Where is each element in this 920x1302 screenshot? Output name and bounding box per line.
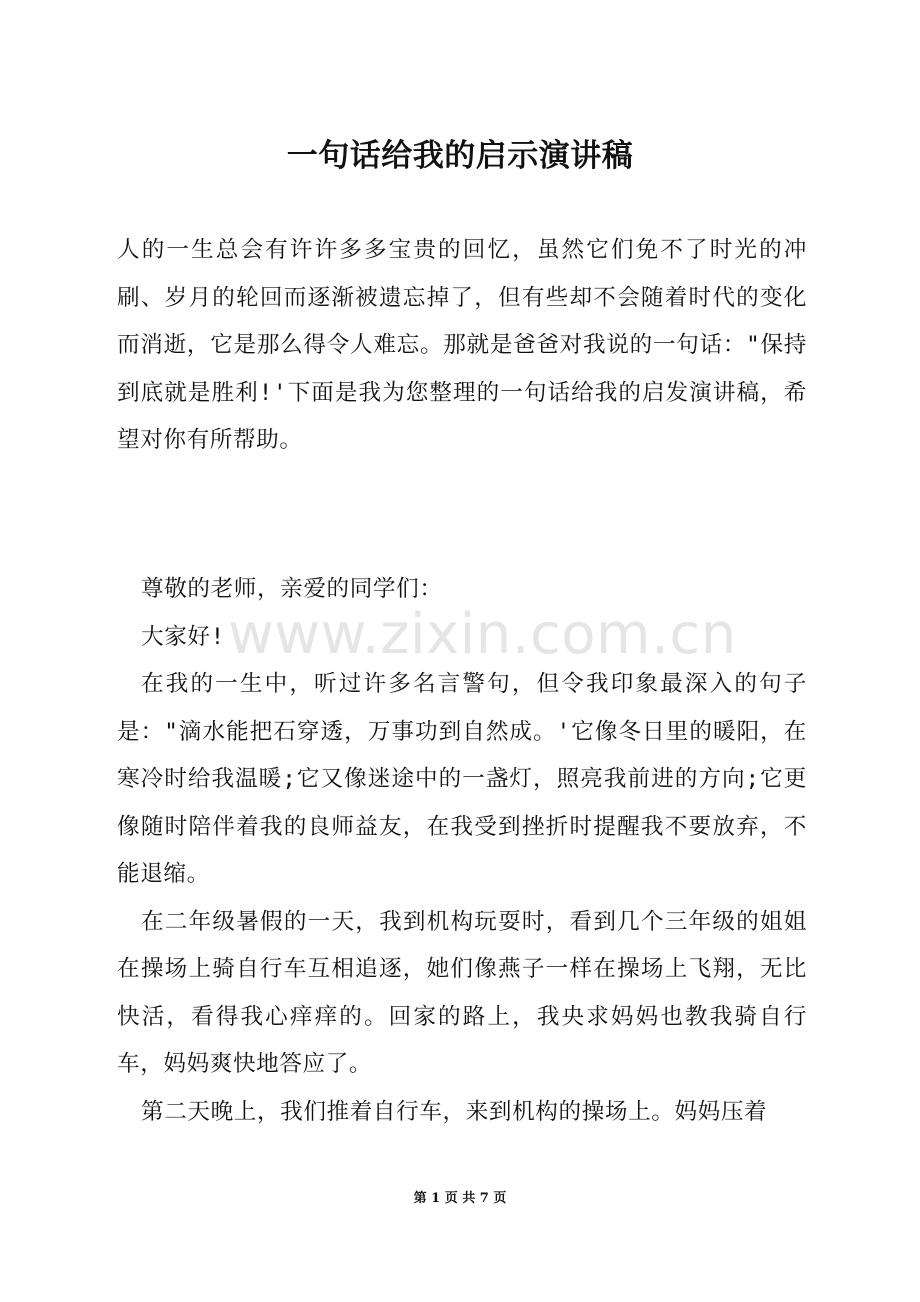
greeting: 大家好! [141, 623, 225, 650]
page-footer: 第 1 页 共 7 页 [413, 1191, 507, 1206]
salutation: 尊敬的老师，亲爱的同学们： [141, 576, 443, 602]
body-paragraph: 在我的一生中，听过许多名言警句，但令我印象最深入的句子是："滴水能把石穿透，万事功到自然成。'它像冬日里的暖阳，在寒冷时给我温暖;它又像迷途中的一盏灯，照亮我前进的方向;它更像随时陪伴着我的良师益友，在我受到挫折时提醒我不要放弃，不能退缩。 [117, 671, 807, 887]
body-paragraph: 在二年级暑假的一天，我到机构玩耍时，看到几个三年级的姐姐在操场上骑自行车互相追逐，她们像燕子一样在操场上飞翔，无比快活，看得我心痒痒的。回家的路上，我央求妈妈也教我骑自行车，妈妈爽快地答应了。 [117, 908, 807, 1077]
intro-text: 人的一生总会有许许多多宝贵的回忆，虽然它们免不了时光的冲刷、岁月的轮回而逐渐被遗忘掉了，但有些却不会随着时代的变化而消逝，它是那么得令人难忘。那就是爸爸对我说的一句话："保持到底就是胜利!'下面是我为您整理的一句话给我的启发演讲稿，希望对你有所帮助。 [117, 237, 807, 453]
intro-paragraph [117, 227, 807, 465]
document-title: 一句话给我的启示演讲稿 [286, 138, 634, 174]
watermark: www.zixin.com.cn [228, 602, 737, 667]
speech-body [117, 566, 807, 1136]
body-paragraph: 第二天晚上，我们推着自行车，来到机构的操场上。妈妈压着 [141, 1098, 768, 1125]
